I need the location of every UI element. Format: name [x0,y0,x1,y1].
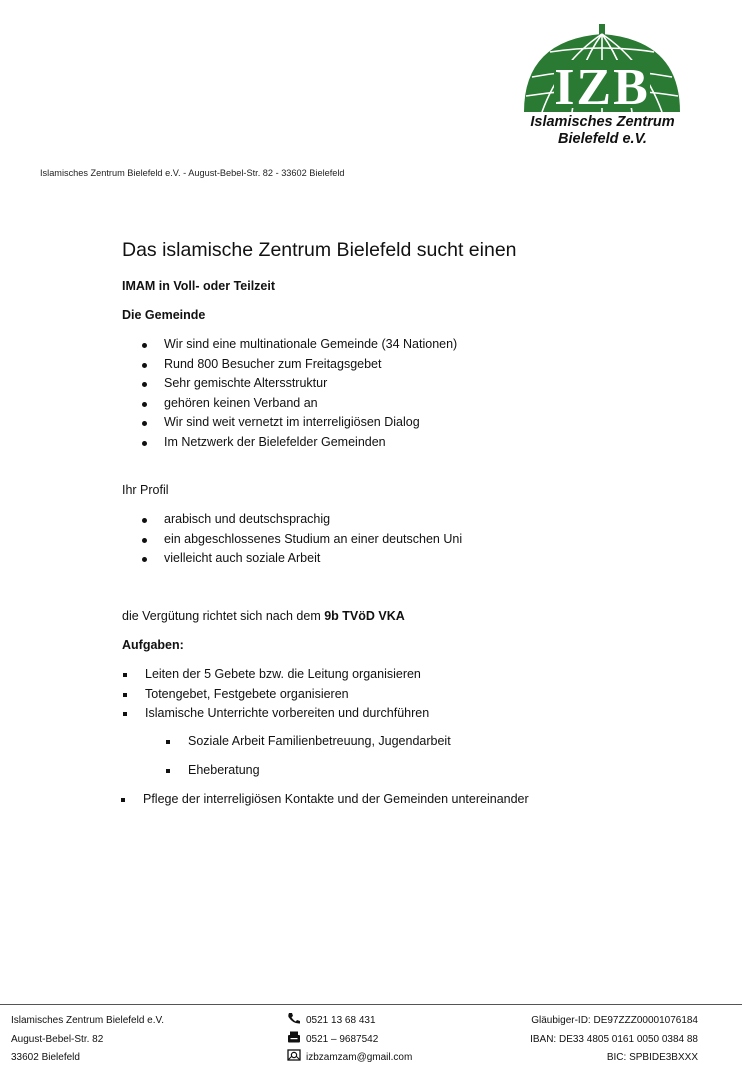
phone-icon [287,1012,301,1024]
footer-creditor-id: Gläubiger-ID: DE97ZZZ00001076184 [531,1015,698,1026]
list-item: Islamische Unterrichte vorbereiten und durchführen [145,704,429,724]
footer-phone: 0521 13 68 431 [306,1015,376,1026]
document-title: Das islamische Zentrum Bielefeld sucht einen [122,239,517,261]
footer-fax: 0521 – 9687542 [306,1033,379,1045]
footer-bank [530,1012,698,1068]
list-item: Soziale Arbeit Familienbetreuung, Jugendarbeit [188,732,451,761]
logo-name-line1: Islamisches Zentrum [530,114,675,130]
sender-address-line: Islamisches Zentrum Bielefeld e.V. - August-Bebel-Str. 82 - 33602 Bielefeld [40,168,345,178]
footer-divider [0,1004,742,1005]
list-item: Im Netzwerk der Bielefelder Gemeinden [164,433,457,453]
email-icon [287,1049,301,1061]
footer-contact [287,1012,412,1068]
aufgaben-sublist [188,732,451,781]
izb-letters: IZB [554,59,650,116]
list-item: Totengebet, Festgebete organisieren [145,685,429,705]
footer-bic: BIC: SPBIDE3BXXX [606,1052,698,1064]
list-item: vielleicht auch soziale Arbeit [164,549,462,569]
list-item: ein abgeschlossenes Studium an einer deutschen Uni [164,530,462,550]
footer-city: 33602 Bielefeld [11,1052,80,1064]
list-item: Rund 800 Besucher zum Freitagsgebet [164,355,457,375]
pay-grade: 9b TVöD VKA [324,609,405,623]
list-item: Wir sind weit vernetzt im interreligiösen Dialog [164,413,457,433]
list-item: Eheberatung [188,761,451,781]
fax-icon [287,1031,301,1043]
izb-dome-emblem [520,22,685,117]
list-item: Wir sind eine multinationale Gemeinde (34 Nationen) [164,335,457,355]
profil-list [164,510,462,569]
list-item: Sehr gemischte Altersstruktur [164,374,457,394]
profil-heading: Ihr Profil [122,483,169,497]
list-item: gehören keinen Verband an [164,394,457,414]
list-item: Pflege der interreligiösen Kontakte und der Gemeinden untereinander [143,790,529,810]
footer-street: August-Bebel-Str. 82 [11,1033,104,1045]
logo-name-line2: Bielefeld e.V. [558,131,647,147]
izb-logo [520,22,685,150]
footer-address [11,1012,164,1068]
aufgaben-list [145,665,429,724]
list-item: Leiten der 5 Gebete bzw. die Leitung organisieren [145,665,429,685]
position-heading: IMAM in Voll- oder Teilzeit [122,279,276,293]
gemeinde-list [164,335,457,453]
verguetung-line: die Vergütung richtet sich nach dem 9b TVöD VKA [122,609,405,623]
aufgaben-heading: Aufgaben: [122,638,184,652]
footer-email[interactable]: izbzamzam@gmail.com [306,1052,413,1064]
footer-iban: IBAN: DE33 4805 0161 0050 0384 88 [530,1033,698,1045]
footer-org-name: Islamisches Zentrum Bielefeld e.V. [11,1015,165,1026]
aufgaben-last-list [143,790,529,810]
list-item: arabisch und deutschsprachig [164,510,462,530]
gemeinde-heading: Die Gemeinde [122,308,206,322]
